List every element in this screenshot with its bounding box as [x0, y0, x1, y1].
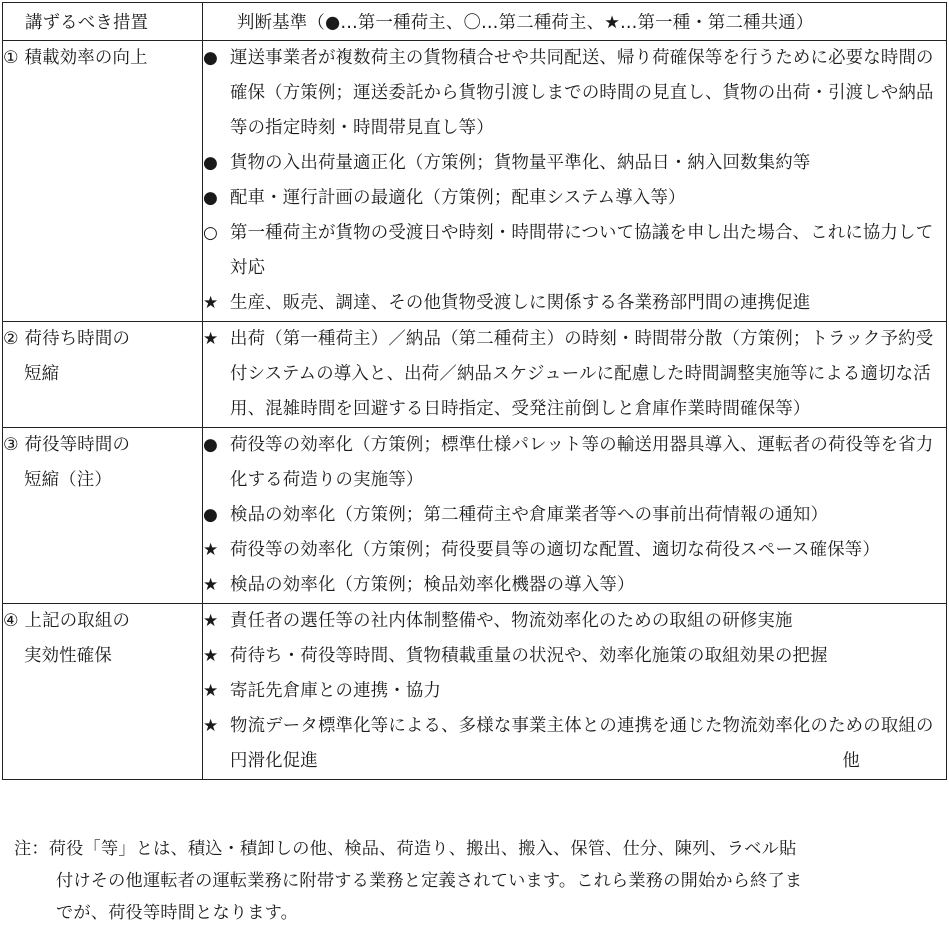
category-cell	[3, 428, 203, 604]
item-text	[230, 709, 946, 779]
category-label: ① 積載効率の向上	[3, 48, 148, 68]
category-label: ③ 荷役等時間の	[3, 435, 131, 455]
item-text: 荷待ち・荷役等時間、貨物積載重量の状況や、効率化施策の取組効果の把握	[230, 646, 828, 666]
item-text: 荷役等の効率化（方策例；荷役要員等の適切な配置、適切な荷役スペース確保等）	[230, 540, 880, 560]
list-item	[203, 322, 946, 427]
item-text: 生産、販売、調達、その他貨物受渡しに関係する各業務部門間の連携促進	[230, 293, 811, 313]
bullet-icon: ●	[203, 153, 219, 173]
list-item	[203, 41, 946, 146]
list-item	[203, 709, 946, 779]
criteria-cell	[203, 41, 947, 322]
category-cell	[3, 604, 203, 780]
bullet-icon: ●	[203, 48, 219, 68]
table-row	[3, 604, 947, 780]
list-item	[203, 286, 946, 321]
category-label-cont: 短縮（注）	[24, 470, 112, 490]
list-item	[203, 428, 946, 498]
list-item	[203, 639, 946, 674]
measures-table	[2, 2, 947, 780]
list-item	[203, 181, 946, 216]
footnote-line: 付けその他運転者の運転業務に附帯する業務と定義されています。これら業務の開始から終了ま	[56, 871, 803, 891]
list-item	[203, 568, 946, 603]
table-row	[3, 41, 947, 322]
item-text: 検品の効率化（方策例；検品効率化機器の導入等）	[230, 575, 635, 595]
footnote-line: 注：荷役「等」とは、積込・積卸しの他、検品、荷造り、搬出、搬入、保管、仕分、陳列、ラベル貼	[14, 839, 797, 859]
item-text: 貨物の入出荷量適正化（方策例；貨物量平準化、納品日・納入回数集約等	[230, 153, 811, 173]
bullet-icon: ●	[203, 188, 219, 208]
table-row	[3, 428, 947, 604]
category-label-cont: 短縮	[24, 364, 60, 384]
star-icon: ★	[203, 540, 219, 560]
category-cell	[3, 41, 203, 322]
star-icon: ★	[203, 646, 219, 666]
list-item	[203, 498, 946, 533]
list-item	[203, 674, 946, 709]
item-text: 第一種荷主が貨物の受渡日や時刻・時間帯について協議を申し出た場合、これに協力して対応	[230, 223, 934, 278]
category-label: ④ 上記の取組の	[3, 611, 131, 631]
header-measures: 講ずるべき措置	[3, 3, 203, 41]
star-icon: ★	[203, 293, 219, 313]
circle-icon: ○	[203, 223, 219, 243]
item-text: 配車・運行計画の最適化（方策例；配車システム導入等）	[230, 188, 686, 208]
item-text: 検品の効率化（方策例；第二種荷主や倉庫業者等への事前出荷情報の通知）	[230, 505, 829, 525]
star-icon: ★	[203, 329, 219, 349]
star-icon: ★	[203, 716, 219, 736]
category-cell	[3, 322, 203, 428]
item-text: 荷役等の効率化（方策例；標準仕様パレット等の輸送用器具導入、運転者の荷役等を省力化する荷造りの実施等）	[230, 435, 934, 490]
bullet-icon: ●	[203, 505, 219, 525]
list-item	[203, 533, 946, 568]
bullet-icon: ●	[203, 435, 219, 455]
item-text: 責任者の選任等の社内体制整備や、物流効率化のための取組の研修実施	[230, 611, 793, 631]
criteria-cell	[203, 428, 947, 604]
list-item	[203, 216, 946, 286]
item-text: 出荷（第一種荷主）／納品（第二種荷主）の時刻・時間帯分散（方策例；トラック予約受付システムの導入と、出荷／納品スケジュールに配慮した時間調整実施等による適切な活用、混雑時間を回避する日時指定、受発注前倒しと倉庫作業時間確保等）	[230, 329, 934, 419]
category-label-cont: 実効性確保	[24, 646, 112, 666]
criteria-cell	[203, 322, 947, 428]
item-text-body: 物流データ標準化等による、多様な事業主体との連携を通じた物流効率化のための取組の円滑化促進	[230, 716, 934, 771]
header-row	[3, 3, 947, 41]
table-row	[3, 322, 947, 428]
item-text-tail: 他	[842, 751, 860, 771]
item-text: 寄託先倉庫との連携・協力	[230, 681, 442, 701]
header-criteria: 判断基準（●…第一種荷主、〇…第二種荷主、★…第一種・第二種共通）	[203, 3, 947, 41]
list-item	[203, 604, 946, 639]
item-text: 運送事業者が複数荷主の貨物積合せや共同配送、帰り荷確保等を行うために必要な時間の確保（方策例；運送委託から貨物引渡しまでの時間の見直し、貨物の出荷・引渡しや納品等の指定時刻・時間帯見直し等）	[230, 48, 934, 138]
criteria-cell	[203, 604, 947, 780]
list-item	[203, 146, 946, 181]
star-icon: ★	[203, 611, 219, 631]
star-icon: ★	[203, 575, 219, 595]
footnote-line: でが、荷役等時間となります。	[56, 903, 299, 923]
footnote	[14, 833, 934, 929]
star-icon: ★	[203, 681, 219, 701]
category-label: ② 荷待ち時間の	[3, 329, 131, 349]
